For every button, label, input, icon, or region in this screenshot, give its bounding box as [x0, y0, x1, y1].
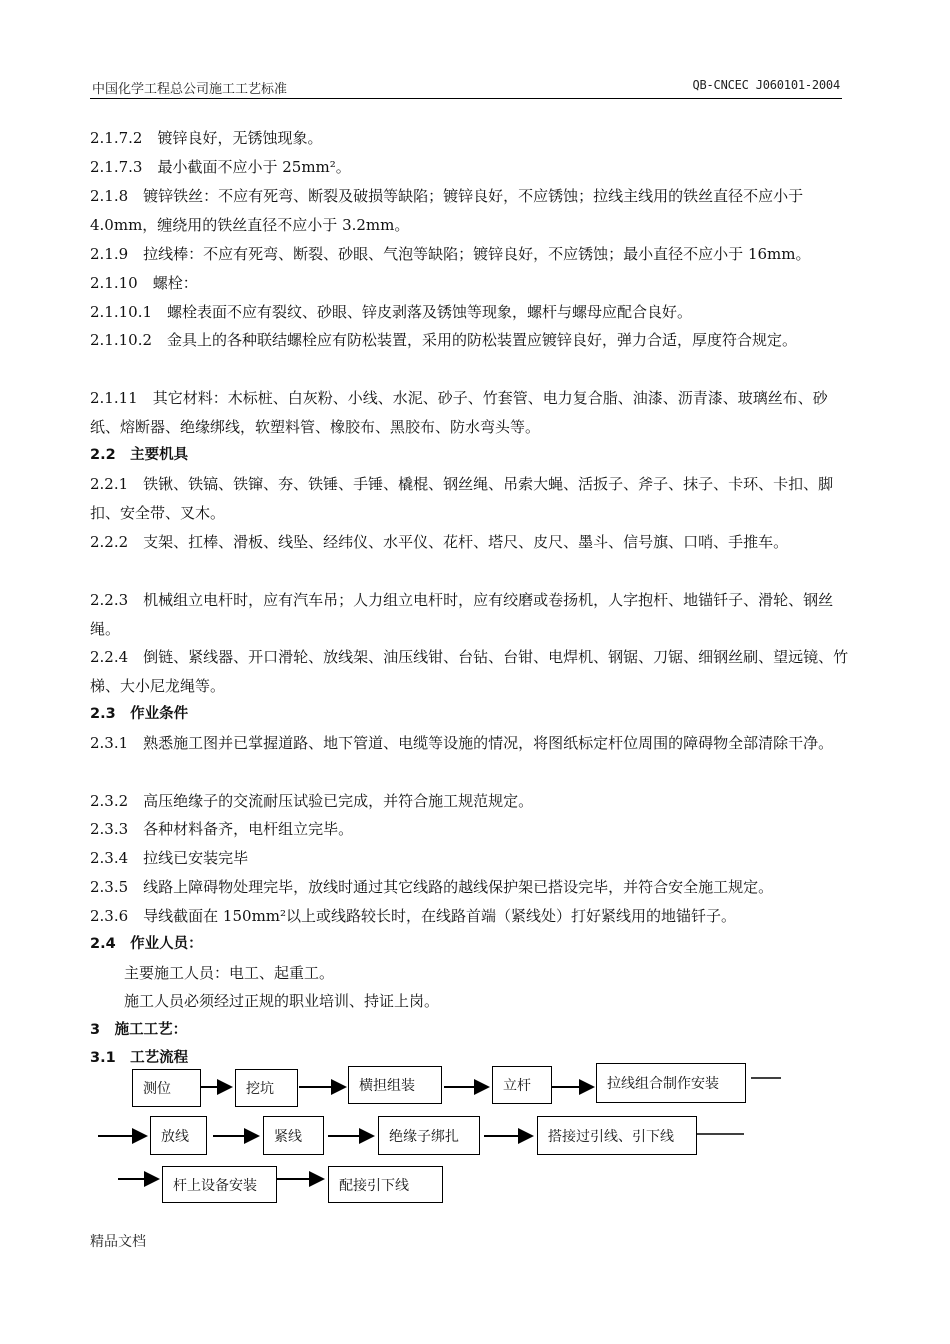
flow-step-survey: 测位	[132, 1069, 201, 1107]
clause-2-3-2: 2.3.2 高压绝缘子的交流耐压试验已完成，并符合施工规范规定。	[90, 792, 534, 810]
header-standard-name: 中国化学工程总公司施工工艺标准	[92, 82, 288, 97]
flow-step-crossarm-assembly: 横担组装	[348, 1066, 442, 1104]
clause-2-2-1: 2.2.1 铁锹、铁镐、铁镩、夯、铁锤、手锤、橇棍、钢丝绳、吊索大蝇、活扳子、斧子、抹子、卡环、卡扣、脚扣、安全带、叉木。	[90, 475, 834, 522]
clause-2-1-10: 2.1.10 螺栓：	[90, 274, 198, 292]
flow-step-dig-pit: 挖坑	[235, 1069, 298, 1107]
clause-2-3-3: 2.3.3 各种材料备齐，电杆组立完毕。	[90, 820, 354, 838]
clause-2-3-4: 2.3.4 拉线已安装完毕	[90, 849, 249, 867]
flow-step-erect-pole: 立杆	[492, 1066, 552, 1104]
flow-step-jumper-downlead: 搭接过引线、引下线	[537, 1116, 697, 1155]
section-2-2-heading: 2.2 主要机具	[90, 447, 189, 463]
clause-2-3-1: 2.3.1 熟悉施工图并已掌握道路、地下管道、电缆等设施的情况，将图纸标定杆位周围的障碍物全部清除干净。	[90, 734, 834, 752]
clause-2-2-4: 2.2.4 倒链、紧线器、开口滑轮、放线架、油压线钳、台钻、台钳、电焊机、钢锯、刀锯、细钢丝刷、望远镜、竹梯、大小尼龙绳等。	[90, 648, 849, 695]
main-workers-text: 主要施工人员：电工、起重工。	[124, 964, 335, 982]
clause-2-3-6: 2.3.6 导线截面在 150mm²以上或线路较长时，在线路首端（紧线处）打好紧线用的地锚钎子。	[90, 907, 737, 925]
training-requirement-text: 施工人员必须经过正规的职业培训、持证上岗。	[124, 992, 440, 1010]
flow-step-insulator-binding: 绝缘子绑扎	[378, 1116, 480, 1155]
clause-2-1-8: 2.1.8 镀锌铁丝：不应有死弯、断裂及破损等缺陷；镀锌良好，不应锈蚀；拉线主线用的铁丝直径不应小于 4.0mm，缠绕用的铁丝直径不应小于 3.2mm。	[90, 187, 804, 234]
clause-2-1-9: 2.1.9 拉线棒：不应有死弯、断裂、砂眼、气泡等缺陷；镀锌良好，不应锈蚀；最小直径不应小于 16mm。	[90, 245, 811, 263]
clause-2-1-11: 2.1.11 其它材料：木标桩、白灰粉、小线、水泥、砂子、竹套管、电力复合脂、油漆、沥青漆、玻璃丝布、砂纸、熔断器、绝缘绑线，软塑料管、橡胶布、黑胶布、防水弯头等。	[90, 389, 828, 436]
clause-2-3-5: 2.3.5 线路上障碍物处理完毕，放线时通过其它线路的越线保护架已搭设完毕，并符合安全施工规定。	[90, 878, 774, 896]
flow-step-guy-wire-install: 拉线组合制作安装	[596, 1063, 746, 1103]
section-2-3-heading: 2.3 作业条件	[90, 706, 189, 722]
clause-2-2-2: 2.2.2 支架、扛棒、滑板、线坠、经纬仪、水平仪、花杆、塔尺、皮尺、墨斗、信号旗、口哨、手推车。	[90, 533, 789, 551]
clause-2-2-3: 2.2.3 机械组立电杆时，应有汽车吊；人力组立电杆时，应有绞磨或卷扬机，人字抱杆、地锚钎子、滑轮、钢丝绳。	[90, 591, 834, 638]
header-standard-code: QB-CNCEC J060101-2004	[692, 78, 840, 92]
flow-step-connect-downlead: 配接引下线	[328, 1166, 443, 1203]
footer-label: 精品文档	[90, 1234, 146, 1250]
section-3-heading: 3 施工工艺：	[90, 1022, 188, 1038]
flow-step-tension-wire: 紧线	[263, 1116, 324, 1155]
clause-2-1-7-2: 2.1.7.2 镀锌良好，无锈蚀现象。	[90, 129, 323, 147]
section-2-4-heading: 2.4 作业人员：	[90, 936, 203, 952]
clause-2-1-10-2: 2.1.10.2 金具上的各种联结螺栓应有防松装置，采用的防松装置应镀锌良好，弹力合适，厚度符合规定。	[90, 331, 798, 349]
flow-step-pole-equipment: 杆上设备安装	[162, 1166, 277, 1203]
flow-step-string-wire: 放线	[150, 1116, 207, 1155]
clause-2-1-7-3: 2.1.7.3 最小截面不应小于 25mm²。	[90, 158, 351, 176]
section-3-1-heading: 3.1 工艺流程	[90, 1050, 189, 1066]
clause-2-1-10-1: 2.1.10.1 螺栓表面不应有裂纹、砂眼、锌皮剥落及锈蚀等现象，螺杆与螺母应配合良好。	[90, 303, 693, 321]
